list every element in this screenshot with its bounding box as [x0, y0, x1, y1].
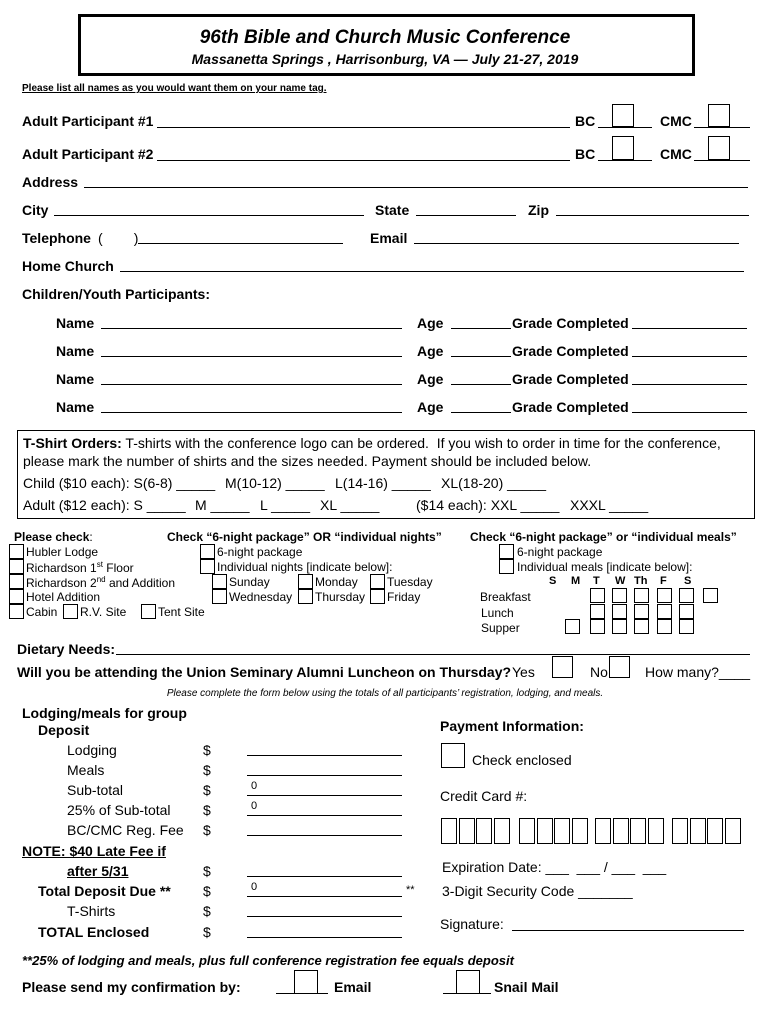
telephone-field[interactable] — [138, 243, 343, 244]
thursday-label: Thursday — [315, 590, 366, 604]
totals-reg_fee-field[interactable] — [247, 835, 402, 836]
tshirt-adult-xl[interactable]: XL _____ — [320, 497, 380, 513]
tuesday-checkbox[interactable] — [370, 574, 385, 589]
totals-total_deposit-stars: ** — [406, 884, 415, 896]
zip-field[interactable] — [556, 215, 749, 216]
deposit-footnote: **25% of lodging and meals, plus full conference registration fee equals deposit — [22, 953, 514, 968]
adult2-bc-label: BC — [575, 146, 596, 162]
meal-breakfast-th-checkbox[interactable] — [657, 588, 672, 603]
check-enclosed-label: Check enclosed — [472, 752, 572, 768]
wednesday-label: Wednesday — [229, 590, 293, 604]
adult1-cmc-label: CMC — [660, 113, 692, 129]
child3-grade-field[interactable] — [632, 384, 747, 385]
child4-name-field[interactable] — [101, 412, 402, 413]
totals-after-field[interactable] — [247, 876, 402, 877]
totals-late_fee-label: NOTE: $40 Late Fee if — [22, 843, 166, 859]
meal-lunch-m-checkbox[interactable] — [590, 604, 605, 619]
totals-total_enclosed-field[interactable] — [247, 937, 402, 938]
cc-digit-16[interactable] — [725, 818, 741, 844]
meal-day-th: Th — [634, 575, 648, 587]
payment-heading: Payment Information: — [440, 718, 584, 734]
cabin-checkbox[interactable] — [9, 604, 24, 619]
meal-supper-m-checkbox[interactable] — [590, 619, 605, 634]
children-heading: Children/Youth Participants: — [22, 286, 210, 302]
totals-tshirts-dollar: $ — [203, 903, 211, 919]
child2-age-field[interactable] — [451, 356, 511, 357]
page-subtitle: Massanetta Springs , Harrisonburg, VA — July 21-27, 2019 — [191, 51, 579, 67]
tshirt-adult-xxl[interactable]: ($14 each): XXL _____ — [416, 497, 560, 513]
alumni-yes-checkbox[interactable] — [552, 656, 573, 678]
child4-age-label: Age — [417, 399, 444, 415]
child3-name-label: Name — [56, 371, 95, 387]
totals-total_deposit-value: 0 — [251, 881, 258, 893]
cc-digit-1[interactable] — [441, 818, 457, 844]
adult1-bc-label: BC — [575, 113, 596, 129]
monday-label: Monday — [315, 575, 358, 589]
tshirt-text-2: please mark the number of shirts and the sizes needed. Payment should be included below. — [23, 453, 592, 469]
meals-individual-checkbox[interactable] — [499, 559, 514, 574]
alumni-no-label: No — [590, 664, 608, 680]
tshirt-child-xl[interactable]: XL(18-20) _____ — [441, 475, 547, 491]
dietary-field[interactable] — [116, 654, 750, 655]
meal-lunch-f-checkbox[interactable] — [679, 604, 694, 619]
child1-name-label: Name — [56, 315, 95, 331]
adult2-label: Adult Participant #2 — [22, 146, 154, 162]
alumni-question: Will you be attending the Union Seminary Alumni Luncheon on Thursday? — [17, 664, 512, 680]
cc-digit-3[interactable] — [476, 818, 492, 844]
cc-digit-6[interactable] — [537, 818, 553, 844]
cc-digit-10[interactable] — [613, 818, 629, 844]
telephone-paren: ( ) — [98, 230, 139, 246]
cc-digit-5[interactable] — [519, 818, 535, 844]
adult1-bc-line — [598, 127, 652, 128]
home-church-field[interactable] — [120, 271, 744, 272]
child1-name-field[interactable] — [101, 328, 402, 329]
city-label: City — [22, 202, 49, 218]
deposit-heading: Deposit — [38, 722, 90, 738]
thursday-checkbox[interactable] — [298, 589, 313, 604]
totals-lodging-dollar: $ — [203, 742, 211, 758]
adult2-field[interactable] — [157, 160, 570, 161]
totals-reg_fee-dollar: $ — [203, 822, 211, 838]
totals-lodging-label: Lodging — [67, 742, 117, 758]
nights-package-checkbox[interactable] — [200, 544, 215, 559]
meals-heading: Check “6-night package” or “individual meals” — [470, 530, 737, 544]
child3-name-field[interactable] — [101, 384, 402, 385]
meal-lunch-t-checkbox[interactable] — [612, 604, 627, 619]
meal-supper-t-checkbox[interactable] — [612, 619, 627, 634]
address-label: Address — [22, 174, 79, 190]
cc-digit-2[interactable] — [459, 818, 475, 844]
totals-total_deposit-dollar: $ — [203, 883, 211, 899]
tshirt-child-s[interactable]: Child ($10 each): S(6-8) _____ — [23, 475, 216, 491]
child4-age-field[interactable] — [451, 412, 511, 413]
richardson2-checkbox[interactable] — [9, 574, 24, 589]
child1-grade-label: Grade Completed — [512, 315, 629, 331]
child2-name-field[interactable] — [101, 356, 402, 357]
expiration-field[interactable]: Expiration Date: ___ ___ / ___ ___ — [442, 859, 667, 875]
confirmation-snail-label: Snail Mail — [494, 979, 559, 995]
totals-subtotal-dollar: $ — [203, 782, 211, 798]
totals-total_deposit-label: Total Deposit Due ** — [38, 883, 171, 899]
totals-subtotal-value: 0 — [251, 780, 258, 792]
meal-supper-label: Supper — [481, 621, 520, 635]
tshirt-child-l[interactable]: L(14-16) _____ — [335, 475, 431, 491]
telephone-label: Telephone — [22, 230, 91, 246]
totals-subtotal-field[interactable] — [247, 795, 402, 796]
meal-supper-f-checkbox[interactable] — [679, 619, 694, 634]
totals-pct-field[interactable] — [247, 815, 402, 816]
confirmation-email-checkbox[interactable] — [294, 970, 318, 994]
cc-digit-15[interactable] — [707, 818, 723, 844]
hubler-checkbox[interactable] — [9, 544, 24, 559]
richardson2-label: Richardson 2nd and Addition — [26, 575, 176, 590]
meal-lunch-label: Lunch — [481, 606, 514, 620]
meal-supper-w-checkbox[interactable] — [634, 619, 649, 634]
meal-breakfast-f-checkbox[interactable] — [679, 588, 694, 603]
zip-label: Zip — [528, 202, 549, 218]
dietary-label: Dietary Needs: — [17, 641, 116, 657]
tshirt-adult-s[interactable]: Adult ($12 each): S _____ — [23, 497, 186, 513]
meal-supper-th-checkbox[interactable] — [657, 619, 672, 634]
state-label: State — [375, 202, 410, 218]
adult1-label: Adult Participant #1 — [22, 113, 154, 129]
totals-tshirts-label: T-Shirts — [67, 903, 116, 919]
state-field[interactable] — [416, 215, 516, 216]
child3-age-field[interactable] — [451, 384, 511, 385]
meal-lunch-w-checkbox[interactable] — [634, 604, 649, 619]
tshirt-intro: T-shirts with the conference logo can be ordered. If you wish to order in time for the conference, — [121, 435, 721, 451]
credit-card-label: Credit Card #: — [440, 788, 528, 804]
child4-grade-field[interactable] — [632, 412, 747, 413]
meal-breakfast-s2-checkbox[interactable] — [703, 588, 718, 603]
child4-name-label: Name — [56, 399, 95, 415]
signature-field[interactable] — [512, 930, 744, 931]
name-tag-instruction: Please list all names as you would want them on your name tag. — [22, 83, 327, 94]
alumni-how-many[interactable]: How many?____ — [645, 664, 751, 680]
cabin-label: Cabin — [26, 605, 58, 619]
monday-checkbox[interactable] — [298, 574, 313, 589]
totals-reg_fee-label: BC/CMC Reg. Fee — [67, 822, 184, 838]
email-field[interactable] — [414, 243, 739, 244]
totals-meals-dollar: $ — [203, 762, 211, 778]
meal-breakfast-t-checkbox[interactable] — [612, 588, 627, 603]
wednesday-checkbox[interactable] — [212, 589, 227, 604]
hubler-label: Hubler Lodge — [26, 545, 99, 559]
tshirt-adult-l[interactable]: L _____ — [260, 497, 311, 513]
complete-note: Please complete the form below using the totals of all participants’ registration, lodging, and meals. — [166, 688, 604, 699]
lodging-heading: Please check: — [14, 530, 93, 544]
child3-grade-label: Grade Completed — [512, 371, 629, 387]
richardson1-label: Richardson 1st Floor — [26, 560, 134, 575]
totals-after-label: after 5/31 — [67, 863, 129, 879]
totals-pct-value: 0 — [251, 800, 258, 812]
meal-day-t: T — [593, 575, 600, 587]
totals-heading: Lodging/meals for group — [22, 705, 187, 721]
hotel-addition-checkbox[interactable] — [9, 589, 24, 604]
meal-day-m: M — [571, 575, 581, 587]
adult1-cmc-checkbox[interactable] — [708, 104, 730, 127]
hotel-addition-label: Hotel Addition — [26, 590, 101, 604]
rv-checkbox[interactable] — [63, 604, 78, 619]
adult2-bc-checkbox[interactable] — [612, 136, 634, 160]
tshirt-text-1 — [23, 436, 721, 450]
confirmation-snail-checkbox[interactable] — [456, 970, 480, 994]
adult1-cmc-line — [694, 127, 750, 128]
cc-digit-7[interactable] — [554, 818, 570, 844]
meals-individual-label: Individual meals [indicate below]: — [517, 560, 693, 574]
adult2-bc-line — [598, 160, 652, 161]
cc-digit-14[interactable] — [690, 818, 706, 844]
child3-age-label: Age — [417, 371, 444, 387]
signature-label: Signature: — [440, 916, 504, 932]
meals-package-label: 6-night package — [517, 545, 603, 559]
tshirt-adult-xxxl[interactable]: XXXL _____ — [570, 497, 649, 513]
richardson1-checkbox[interactable] — [9, 559, 24, 574]
city-field[interactable] — [54, 215, 364, 216]
totals-pct-label: 25% of Sub-total — [67, 802, 171, 818]
meal-day-w: W — [615, 575, 626, 587]
child4-grade-label: Grade Completed — [512, 399, 629, 415]
totals-tshirts-field[interactable] — [247, 916, 402, 917]
sunday-label: Sunday — [229, 575, 270, 589]
adult1-field[interactable] — [157, 127, 570, 128]
address-field[interactable] — [84, 187, 748, 188]
meal-day-s: S — [549, 575, 557, 587]
adult2-cmc-line — [694, 160, 750, 161]
tent-checkbox[interactable] — [141, 604, 156, 619]
meals-package-checkbox[interactable] — [499, 544, 514, 559]
meal-day-f: F — [660, 575, 667, 587]
adult2-cmc-label: CMC — [660, 146, 692, 162]
meal-day-s2: S — [684, 575, 692, 587]
child1-age-label: Age — [417, 315, 444, 331]
meal-breakfast-m-checkbox[interactable] — [590, 588, 605, 603]
check-enclosed-checkbox[interactable] — [441, 743, 465, 768]
totals-subtotal-label: Sub-total — [67, 782, 124, 798]
rv-label: R.V. Site — [80, 605, 127, 619]
friday-label: Friday — [387, 590, 421, 604]
meal-supper-s-checkbox[interactable] — [565, 619, 580, 634]
tshirt-adult-m[interactable]: M _____ — [195, 497, 250, 513]
cc-digit-9[interactable] — [595, 818, 611, 844]
adult2-cmc-checkbox[interactable] — [708, 136, 730, 160]
totals-total_deposit-field[interactable] — [247, 896, 402, 897]
child1-grade-field[interactable] — [632, 328, 747, 329]
child2-grade-field[interactable] — [632, 356, 747, 357]
totals-total_enclosed-dollar: $ — [203, 924, 211, 940]
nights-package-label: 6-night package — [217, 545, 303, 559]
cc-digit-8[interactable] — [572, 818, 588, 844]
nights-individual-checkbox[interactable] — [200, 559, 215, 574]
cc-digit-11[interactable] — [630, 818, 646, 844]
tshirt-heading: T-Shirt Orders: — [23, 435, 122, 451]
home-church-label: Home Church — [22, 258, 114, 274]
totals-after-dollar: $ — [203, 863, 211, 879]
child2-name-label: Name — [56, 343, 95, 359]
alumni-no-checkbox[interactable] — [609, 656, 630, 678]
totals-meals-field[interactable] — [247, 775, 402, 776]
meal-lunch-th-checkbox[interactable] — [657, 604, 672, 619]
cc-digit-4[interactable] — [494, 818, 510, 844]
tshirt-child-m[interactable]: M(10-12) _____ — [225, 475, 325, 491]
cc-digit-13[interactable] — [672, 818, 688, 844]
alumni-yes-label: Yes — [512, 664, 535, 680]
confirmation-label: Please send my confirmation by: — [22, 979, 241, 995]
security-code-field[interactable]: 3-Digit Security Code _______ — [442, 883, 633, 899]
friday-checkbox[interactable] — [370, 589, 385, 604]
child2-grade-label: Grade Completed — [512, 343, 629, 359]
email-label: Email — [370, 230, 408, 246]
tent-label: Tent Site — [158, 605, 205, 619]
sunday-checkbox[interactable] — [212, 574, 227, 589]
page-title: 96th Bible and Church Music Conference — [199, 27, 571, 48]
confirmation-email-label: Email — [334, 979, 372, 995]
adult1-bc-checkbox[interactable] — [612, 104, 634, 127]
nights-heading: Check “6-night package” OR “individual nights” — [167, 530, 442, 544]
tuesday-label: Tuesday — [387, 575, 433, 589]
child2-age-label: Age — [417, 343, 444, 359]
totals-meals-label: Meals — [67, 762, 105, 778]
nights-individual-label: Individual nights [indicate below]: — [217, 560, 393, 574]
totals-pct-dollar: $ — [203, 802, 211, 818]
totals-total_enclosed-label: TOTAL Enclosed — [38, 924, 150, 940]
cc-digit-12[interactable] — [648, 818, 664, 844]
child1-age-field[interactable] — [451, 328, 511, 329]
meal-breakfast-w-checkbox[interactable] — [634, 588, 649, 603]
totals-lodging-field[interactable] — [247, 755, 402, 756]
meal-breakfast-label: Breakfast — [480, 590, 531, 604]
